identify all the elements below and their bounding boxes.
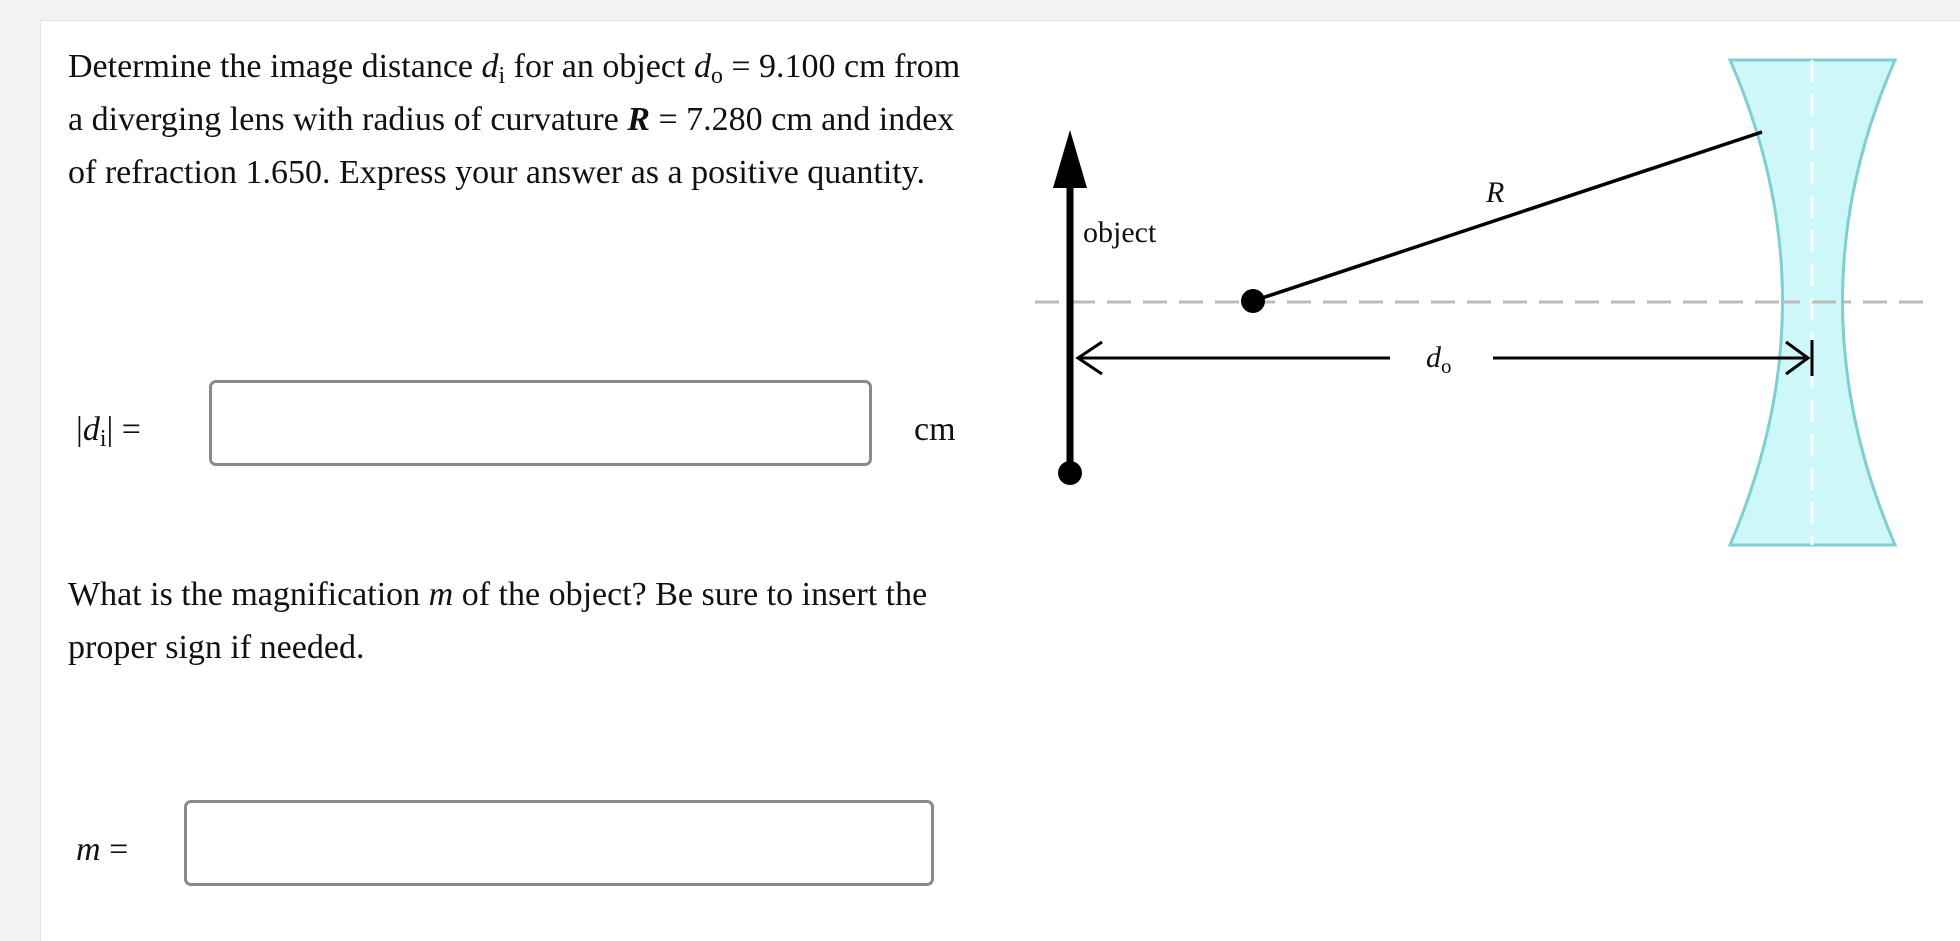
question-image-distance: Determine the image distance $d_i$ for an object $d_o = 9.100$ cm from a diverging lens with radius of curvature R = 7.280 cm and index of refraction 1.650. Express your answer as a positive quantity. [68, 48, 961, 191]
radius-line [1253, 132, 1762, 301]
image-distance-label: $|d_i|$ = [76, 411, 141, 452]
image-distance-unit: cm [914, 411, 956, 448]
object-arrow-head [1053, 130, 1087, 188]
radius-label: R [1486, 176, 1505, 209]
distance-label: $d_o$ [1426, 341, 1452, 378]
question-magnification: What is the magnification m of the object? Be sure to insert the proper sign if needed. [68, 576, 928, 666]
center-of-curvature-dot [1241, 289, 1265, 313]
object-label: object [1083, 216, 1157, 249]
magnification-label: m = [76, 831, 129, 868]
object-base-dot [1058, 461, 1082, 485]
